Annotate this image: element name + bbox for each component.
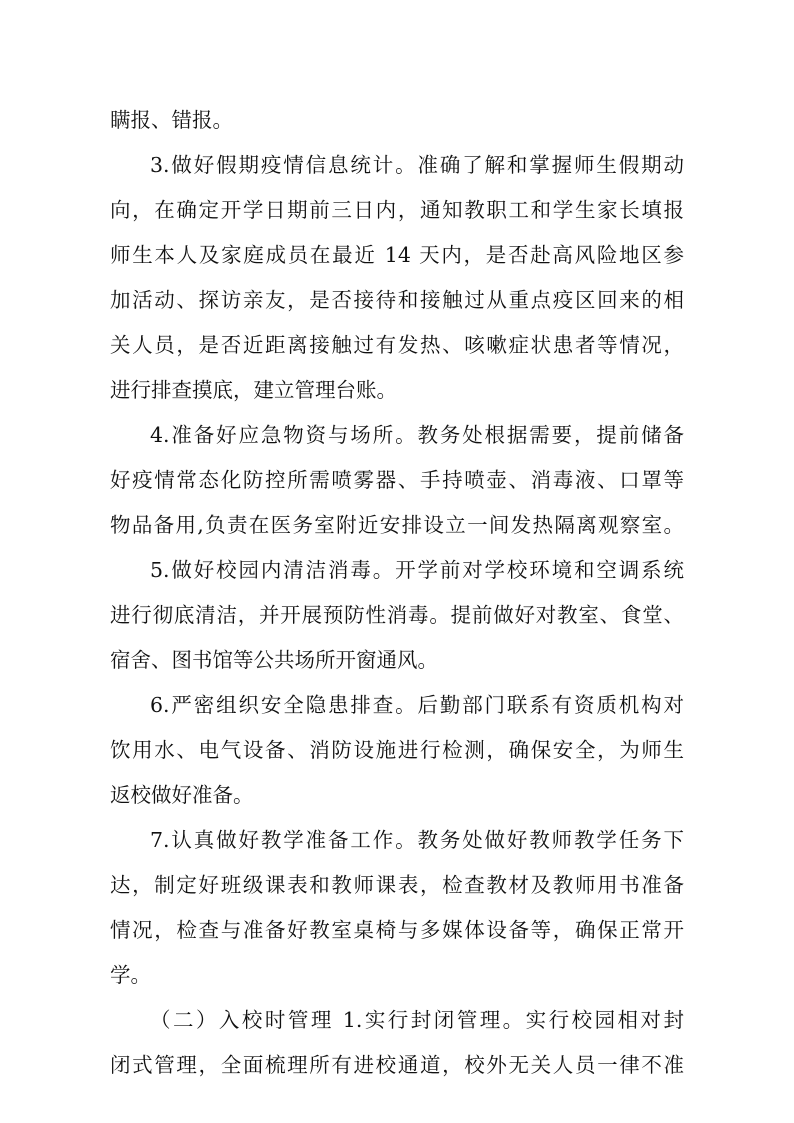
section-heading-line: （二）入校时管理 1.实行封闭管理。实行校园相对封 [150, 1008, 684, 1032]
text-line: 3.做好假期疫情信息统计。准确了解和掌握师生假期动 [150, 153, 684, 177]
text-line: 达，制定好班级课表和教师课表，检查教材及教师用书准备 [110, 873, 684, 897]
text-line: 加活动、探访亲友，是否接待和接触过从重点疫区回来的相 [110, 288, 684, 312]
text-line: 向，在确定开学日期前三日内，通知教职工和学生家长填报 [110, 198, 684, 222]
text-line: 闭式管理，全面梳理所有进校通道，校外无关人员一律不准 [110, 1053, 684, 1077]
text-line: 5.做好校园内清洁消毒。开学前对学校环境和空调系统 [150, 558, 684, 582]
text-line: 关人员，是否近距离接触过有发热、咳嗽症状患者等情况， [110, 333, 684, 357]
text-line: 6.严密组织安全隐患排查。后勤部门联系有资质机构对 [150, 693, 684, 717]
text-line: 进行排查摸底，建立管理台账。 [110, 378, 397, 402]
text-line: 进行彻底清洁，并开展预防性消毒。提前做好对教室、食堂、 [110, 603, 684, 627]
text-line: 情况，检查与准备好教室桌椅与多媒体设备等，确保正常开 [110, 918, 684, 942]
text-line: 4.准备好应急物资与场所。教务处根据需要，提前储备 [150, 423, 684, 447]
text-line: 师生本人及家庭成员在最近 14 天内，是否赴高风险地区参 [110, 243, 684, 267]
text-line: 瞒报、错报。 [110, 108, 233, 132]
text-line: 学。 [110, 963, 151, 987]
text-line: 好疫情常态化防控所需喷雾器、手持喷壶、消毒液、口罩等 [110, 468, 684, 492]
text-line: 7.认真做好教学准备工作。教务处做好教师教学任务下 [150, 828, 684, 852]
text-line: 宿舍、图书馆等公共场所开窗通风。 [110, 648, 438, 672]
text-line: 物品备用,负责在医务室附近安排设立一间发热隔离观察室。 [110, 513, 684, 537]
text-line: 饮用水、电气设备、消防设施进行检测，确保安全，为师生 [110, 738, 684, 762]
text-line: 返校做好准备。 [110, 783, 254, 807]
